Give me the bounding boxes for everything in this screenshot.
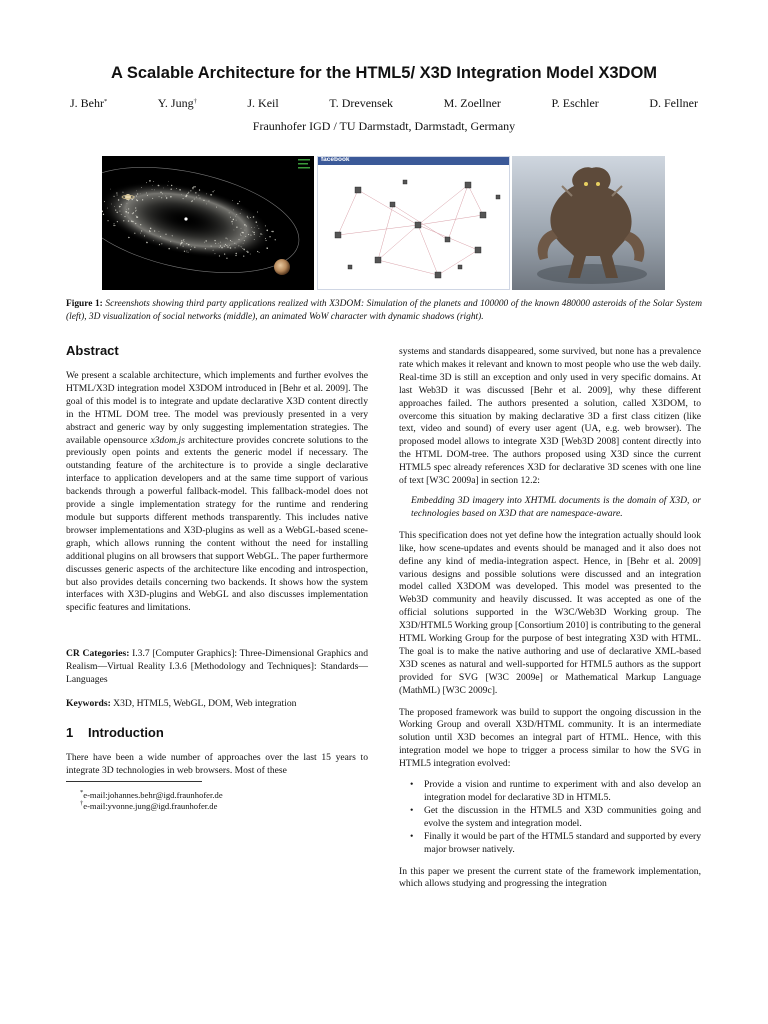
figure-caption-label: Figure 1: bbox=[66, 299, 103, 309]
x3dom-link-text: x3dom.js bbox=[150, 434, 185, 446]
paragraph: In this paper we present the current state of the framework implementation, which allows studying and progressing the integration bbox=[399, 865, 701, 890]
cr-categories: CR Categories: I.3.7 [Computer Graphics]: Three-Dimensional Graphics and Realism—Virtual Reality I.3.6 [Methodology and Techniques]: Standards—Languages bbox=[66, 648, 368, 685]
list-item: • Provide a vision and runtime to experiment with and also develop an integration model for declarative 3D in HTML5. bbox=[399, 779, 701, 805]
facebook-header-bar bbox=[318, 157, 509, 165]
keywords: Keywords: X3D, HTML5, WebGL, DOM, Web integration bbox=[66, 698, 297, 709]
author: T. Drevensek bbox=[329, 96, 394, 110]
author-list bbox=[70, 96, 698, 111]
author: J. Keil bbox=[247, 96, 279, 110]
author: M. Zoellner bbox=[443, 96, 501, 110]
author: D. Fellner bbox=[649, 96, 698, 110]
goals-list bbox=[399, 779, 701, 856]
affiliation: Fraunhofer IGD / TU Darmstadt, Darmstadt, Germany bbox=[252, 119, 516, 133]
abstract-heading: Abstract bbox=[66, 343, 119, 358]
list-item: • Finally it would be part of the HTML5 standard and supported by every major browser natively. bbox=[399, 831, 701, 857]
author: P. Eschler bbox=[551, 96, 599, 110]
paragraph: The proposed framework was build to support the ongoing discussion in the Working Group and overall X3D/HTML community. It is an intermediate solution until X3D becomes an integral part of HTML. Hence, with this integration model we hope to trigger a process similar to how the SVG in HTML5 integration evolved: bbox=[399, 706, 701, 770]
figure-social-network-image bbox=[317, 156, 510, 290]
author: J. Behr* bbox=[70, 96, 108, 110]
figure-solar-system-image bbox=[102, 156, 314, 290]
footnote-rule bbox=[66, 781, 202, 782]
author: Y. Jung† bbox=[157, 96, 197, 110]
facebook-logo-text: facebook bbox=[321, 156, 350, 163]
right-column bbox=[399, 346, 701, 891]
paper-title: A Scalable Architecture for the HTML5/ X3D Integration Model X3DOM bbox=[110, 64, 658, 82]
introduction-heading: 1 Introduction bbox=[66, 725, 164, 740]
introduction-body: There have been a wide number of approaches over the last 15 years to integrate 3D technologies in web browsers. Most of these bbox=[66, 752, 368, 776]
footnote-email-behr: *e-mail:johannes.behr@igd.fraunhofer.de bbox=[80, 789, 223, 800]
footnote-email-jung: †e-mail:yvonne.jung@igd.fraunhofer.de bbox=[80, 800, 218, 811]
paragraph: systems and standards disappeared, some survived, but none has a prevalence rate which makes it relevant and known to most people who use the web daily. Real-time 3D is still an exception and only used in very specific domains. At last Web3D it was discussed [Behr et al. 2009], why these different approaches failed. The authors presented a solution, called X3DOM, to overcome this situation by making declarative 3D a first class citizen (like text, video and sound) of every user agent (UA, e.g. web browser). The proposed model allows to integrate X3D [Web3D 2008] content directly into the HTML DOM-tree. The authors proposed using X3D since the current HTML5 spec already references X3D for declarative 3D scenes with one line of text [W3C 2009a] in section 12.2: bbox=[399, 346, 701, 487]
list-item: • Get the discussion in the HTML5 and X3D communities going and evolve the system and integration model. bbox=[399, 805, 701, 831]
figure-caption bbox=[66, 298, 702, 324]
html5-spec-quote: Embedding 3D imagery into XHTML documents is the domain of X3D, or technologies based on X3D that are namespace-aware. bbox=[411, 494, 701, 519]
paragraph: This specification does not yet define how the integration actually should look like, how scene-updates and events should be managed and it also does not define any kind of media-integration aspect. Hence, in [Behr et al. 2009] various designs and possible solutions were discussed and an integration model called X3DOM was developed. This model was presented to the Web3D community and heavily discussed. It was accepted as one of the official solutions supported in the W3C/Web3D Working group. The X3D/HTML5 Working group [Consortium 2010] is contributing to the general HTML Working Group for the purpose of best integrating X3D with HTML. The goal is to make the native authoring and use of declarative XML-based X3D scenes as natural and well-supported for HTML5 authors as the support provided for SVG [W3C 2009e] or Mathematical Markup Language (MathML) [W3C 2009c]. bbox=[399, 529, 702, 696]
abstract-body: We present a scalable architecture, which implements and further evolves the HTML/X3D integration model X3DOM introduced in [Behr et al. 2009]. The goal of this model is to integrate and update declarative X3D content directly in the HTML DOM tree. The model was previously presented in a very abstract and generic way by only suggesting implementation strategies. The available opensource x3dom.js architecture provides concrete solutions to the previously open points and extents the generic model if necessary. The outstanding feature of the architecture is to provide a single declarative interface to application developers and at the same time support of various backends through a powerful fallback-model. This fallback-model does not provide a single implementation strategy for the runtime and rendering module but supports different methods transparently. This includes native browser implementations and X3D-plugins as well as a WebGL-based scene-graph, which allows running the content without the need for installing additional plugins on all browsers that support WebGL. The paper furthermore discusses generic aspects of the architecture like encoding and introspection, but also provides details concerning two backends. It shows how the system interfaces with X3D-plugins and WebGL and also discusses implementation specific features and limitations. bbox=[66, 370, 368, 614]
figure-caption-text: Screenshots showing third party applications realized with X3DOM: Simulation of the planets and 100000 of the known 480000 asteroids of the Solar System (left), 3D visualization of social networks (middle), an animated WoW character with dynamic shadows (right). bbox=[66, 299, 702, 322]
figure-wow-character-image bbox=[512, 156, 665, 290]
